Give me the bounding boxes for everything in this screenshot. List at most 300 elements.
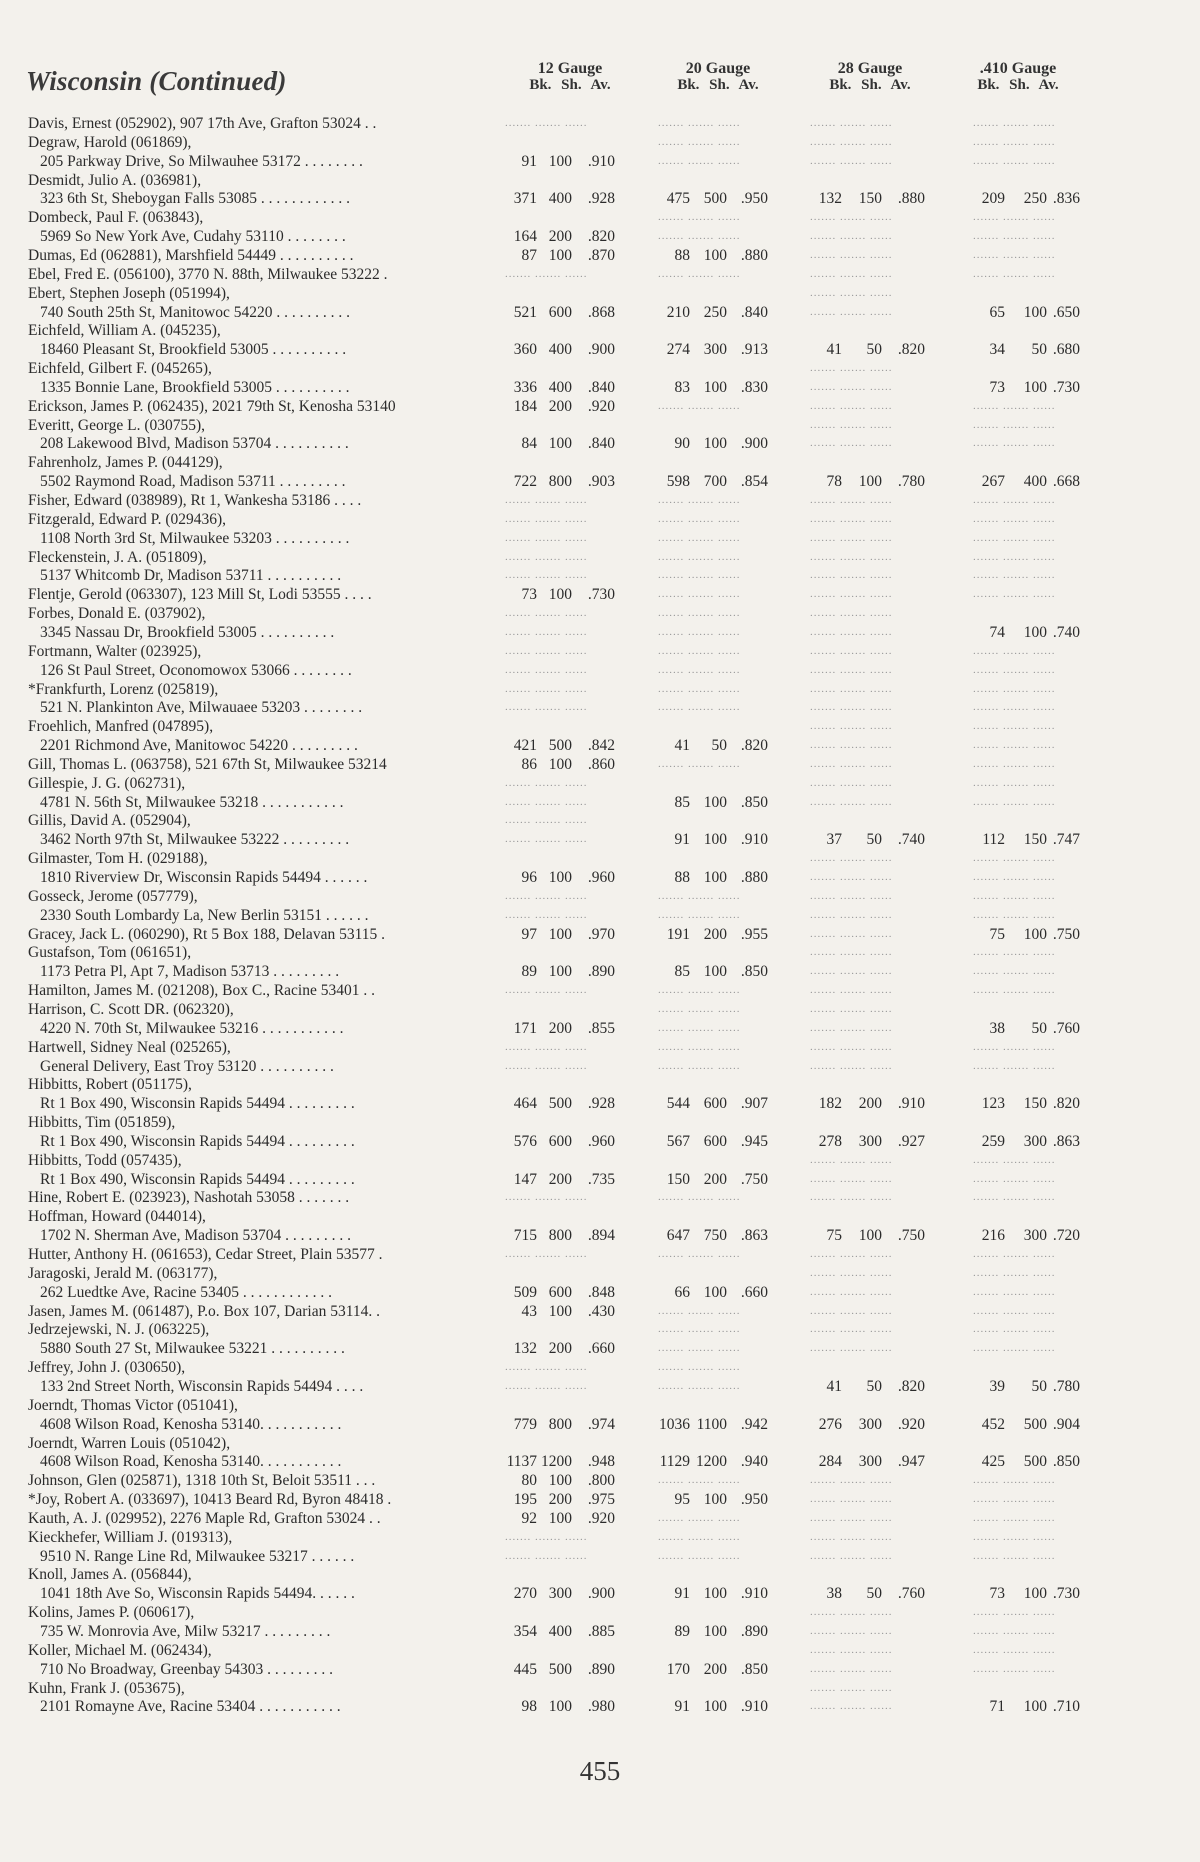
score-average: .820: [897, 1377, 925, 1395]
score-average: .950: [740, 1491, 768, 1509]
empty-cell-dots: ....... ....... ......: [810, 418, 893, 431]
empty-cell-dots: ....... ....... ......: [505, 908, 588, 921]
score-shot: 100: [548, 755, 572, 773]
entry-address-line: [0, 868, 1200, 887]
score-shot: 500: [1023, 1453, 1047, 1471]
score-shot: 100: [703, 831, 727, 849]
entry-name-line: [0, 359, 1200, 378]
empty-cell-dots: ....... ....... ......: [973, 1474, 1056, 1487]
score-average: .680: [1052, 341, 1080, 359]
empty-cell-dots: ....... ....... ......: [810, 1304, 893, 1317]
empty-cell-dots: ....... ....... ......: [810, 1040, 893, 1053]
empty-cell-dots: ....... ....... ......: [658, 494, 741, 506]
score-broken: 182: [818, 1095, 842, 1113]
entry-address: 5502 Raymond Road, Madison 53711 . . . . . . . . .: [40, 473, 346, 491]
empty-cell-dots: ....... ....... ......: [973, 1285, 1056, 1298]
entry-name: Gill, Thomas L. (063758), 521 67th St, Milwaukee 53214: [28, 755, 387, 773]
entry-name: Jaragoski, Jerald M. (063177),: [28, 1264, 218, 1282]
score-broken: 74: [989, 623, 1005, 641]
empty-cell-dots: ....... ....... ......: [973, 550, 1056, 563]
entry-name: Hamilton, James M. (021208), Box C., Racine 53401 . .: [28, 982, 375, 1000]
score-broken: 75: [989, 925, 1005, 943]
entry-name: Fitzgerald, Edward P. (029436),: [28, 510, 227, 528]
empty-cell-dots: ....... ....... ......: [810, 889, 893, 902]
empty-cell-dots: ....... ....... ......: [810, 701, 893, 714]
entry-address: 2330 South Lombardy La, New Berlin 53151 . . . . . .: [40, 906, 369, 924]
score-average: .740: [1052, 623, 1080, 641]
entry-address-line: [0, 1019, 1200, 1038]
entry-name-line: [0, 1038, 1200, 1057]
empty-cell-dots: ....... ....... ......: [505, 984, 588, 997]
entry-address: 5137 Whitcomb Dr, Madison 53711 . . . . . . . . . .: [40, 567, 342, 585]
score-average: .880: [740, 246, 768, 264]
entry-address: 1041 18th Ave So, Wisconsin Rapids 54494. . . . . .: [40, 1585, 355, 1603]
entry-address-line: [0, 623, 1200, 642]
score-average: .850: [1052, 1453, 1080, 1471]
score-broken: 41: [826, 341, 842, 359]
score-shot: 500: [548, 1660, 572, 1678]
empty-cell-dots: ....... ....... ......: [973, 1248, 1056, 1260]
entry-address: 126 St Paul Street, Oconomowox 53066 . . . . . . . .: [40, 661, 352, 679]
empty-cell-dots: ....... ....... ......: [658, 211, 741, 224]
entry-name-line: [0, 548, 1200, 567]
entry-address: 1108 North 3rd St, Milwaukee 53203 . . . . . . . . . .: [40, 529, 350, 547]
entry-address: 5969 So New York Ave, Cudahy 53110 . . . . . . . .: [40, 228, 346, 246]
score-broken: 84: [521, 435, 537, 453]
entry-address: 4220 N. 70th St, Milwaukee 53216 . . . . . . . . . . .: [40, 1019, 344, 1037]
empty-cell-dots: ....... ....... ......: [810, 1549, 893, 1562]
empty-cell-dots: ....... ....... ......: [810, 1511, 893, 1524]
entry-name: Eichfeld, William A. (045235),: [28, 322, 221, 340]
empty-cell-dots: ....... ....... ......: [810, 1606, 893, 1619]
empty-cell-dots: ....... ....... ......: [505, 644, 588, 657]
score-broken: 722: [513, 473, 537, 491]
empty-cell-dots: ....... ....... ......: [810, 211, 893, 224]
entry-name-line: [0, 246, 1200, 265]
entry-name: Dumas, Ed (062881), Marshfield 54449 . . . . . . . . . .: [28, 246, 354, 264]
empty-cell-dots: ....... ....... ......: [973, 569, 1056, 582]
entry-name-line: [0, 171, 1200, 190]
empty-cell-dots: ....... ....... ......: [973, 1625, 1056, 1637]
score-shot: 600: [548, 1283, 572, 1301]
score-shot: 500: [1023, 1415, 1047, 1433]
empty-cell-dots: ....... ....... ......: [505, 1191, 588, 1204]
empty-cell-dots: ....... ....... ......: [505, 1361, 588, 1374]
score-shot: 600: [548, 1132, 572, 1150]
score-shot: 100: [703, 1491, 727, 1509]
entry-name: Gillespie, J. G. (062731),: [28, 774, 186, 792]
entry-name-line: [0, 1188, 1200, 1207]
entry-name-line: [0, 1075, 1200, 1094]
score-broken: 171: [513, 1019, 537, 1037]
empty-cell-dots: ....... ....... ......: [505, 701, 588, 714]
entry-name: Hoffman, Howard (044014),: [28, 1208, 206, 1226]
score-broken: 354: [513, 1623, 537, 1640]
empty-cell-dots: ....... ....... ......: [973, 946, 1056, 959]
empty-cell-dots: ....... ....... ......: [810, 946, 893, 959]
score-broken: 267: [981, 473, 1005, 491]
entry-name: Kuhn, Frank J. (053675),: [28, 1679, 185, 1697]
empty-cell-dots: ....... ....... ......: [658, 1323, 741, 1336]
entry-name: Kieckhefer, William J. (019313),: [28, 1528, 233, 1546]
empty-cell-dots: ....... ....... ......: [658, 1002, 741, 1015]
empty-cell-dots: ....... ....... ......: [973, 399, 1056, 412]
score-shot: 250: [1023, 190, 1047, 208]
entry-name: Kolins, James P. (060617),: [28, 1604, 195, 1622]
empty-cell-dots: ....... ....... ......: [810, 550, 893, 563]
entry-name: Jedrzejewski, N. J. (063225),: [28, 1321, 210, 1339]
gauge-label: 28 Gauge: [837, 60, 903, 77]
entry-address-line: [0, 1094, 1200, 1113]
entry-name: Hine, Robert E. (023923), Nashotah 53058 . . . . . . .: [28, 1189, 350, 1207]
entry-address: 3462 North 97th St, Milwaukee 53222 . . . . . . . . .: [40, 831, 350, 849]
score-broken: 112: [982, 831, 1005, 849]
empty-cell-dots: ....... ....... ......: [505, 267, 588, 280]
entry-name-line: [0, 1151, 1200, 1170]
empty-cell-dots: ....... ....... ......: [973, 663, 1056, 676]
entry-name-line: [0, 1490, 1200, 1509]
empty-cell-dots: ....... ....... ......: [658, 1040, 741, 1053]
score-broken: 284: [818, 1453, 842, 1471]
score-shot: 50: [866, 1585, 882, 1603]
entry-address: Rt 1 Box 490, Wisconsin Rapids 54494 . . . . . . . . .: [40, 1170, 355, 1188]
entry-address: 1173 Petra Pl, Apt 7, Madison 53713 . . . . . . . . .: [40, 963, 340, 981]
score-average: .860: [587, 755, 615, 773]
entry-name: Joerndt, Thomas Victor (051041),: [28, 1396, 238, 1414]
entry-name-line: [0, 755, 1200, 774]
entry-name-line: [0, 416, 1200, 435]
score-broken: 86: [521, 755, 537, 773]
entry-address: 323 6th St, Sheboygan Falls 53085 . . . . . . . . . . . .: [40, 190, 351, 208]
score-average: .863: [1052, 1132, 1080, 1150]
empty-cell-dots: ....... ....... ......: [810, 531, 893, 544]
empty-cell-dots: ....... ....... ......: [973, 720, 1056, 733]
entry-address: 735 W. Monrovia Ave, Milw 53217 . . . . . . . . .: [40, 1623, 331, 1640]
empty-cell-dots: ....... ....... ......: [658, 1342, 741, 1355]
score-average: .920: [587, 1509, 615, 1527]
score-average: .750: [1052, 925, 1080, 943]
entry-name: Hibbitts, Robert (051175),: [28, 1076, 192, 1094]
score-average: .960: [587, 869, 615, 886]
score-shot: 100: [1023, 1698, 1047, 1716]
score-broken: 509: [513, 1283, 537, 1301]
entry-name: Knoll, James A. (056844),: [28, 1566, 192, 1584]
score-shot: 200: [548, 1019, 572, 1037]
score-average: .848: [587, 1283, 615, 1301]
empty-cell-dots: ....... ....... ......: [973, 1304, 1056, 1317]
entry-name-line: [0, 1358, 1200, 1377]
score-broken: 41: [826, 1377, 842, 1395]
empty-cell-dots: ....... ....... ......: [658, 607, 741, 620]
entry-address-line: [0, 1547, 1200, 1566]
entry-name-line: [0, 1207, 1200, 1226]
score-broken: 216: [981, 1227, 1005, 1245]
score-broken: 71: [989, 1698, 1005, 1716]
score-broken: 576: [513, 1132, 537, 1150]
entry-address: Rt 1 Box 490, Wisconsin Rapids 54494 . . . . . . . . .: [40, 1095, 355, 1113]
entry-name-line: [0, 680, 1200, 699]
entry-name-line: [0, 1528, 1200, 1547]
score-shot: 50: [1031, 341, 1047, 359]
entry-name-line: [0, 1245, 1200, 1264]
empty-cell-dots: ....... ....... ......: [658, 1474, 741, 1487]
entry-address-line: [0, 1415, 1200, 1434]
empty-cell-dots: ....... ....... ......: [658, 1379, 741, 1392]
empty-cell-dots: ....... ....... ......: [505, 889, 588, 902]
score-shot: 100: [548, 963, 572, 981]
entry-name: Kauth, A. J. (029952), 2276 Maple Rd, Grafton 53024 . .: [28, 1509, 381, 1527]
entry-address: 2201 Richmond Ave, Manitowoc 54220 . . . . . . . . .: [40, 737, 358, 755]
score-shot: 1100: [696, 1415, 727, 1433]
score-broken: 270: [513, 1585, 537, 1603]
score-broken: 184: [513, 397, 537, 415]
score-shot: 800: [548, 1227, 572, 1245]
empty-cell-dots: ....... ....... ......: [810, 1493, 893, 1506]
score-shot: 150: [858, 190, 882, 208]
entry-address-line: [0, 962, 1200, 981]
gauge-subheader: Bk. Sh. Av.: [677, 77, 759, 93]
entry-name-line: [0, 1603, 1200, 1622]
empty-cell-dots: ....... ....... ......: [505, 494, 588, 506]
entry-name: Flentje, Gerold (063307), 123 Mill St, Lodi 53555 . . . .: [28, 586, 372, 604]
empty-cell-dots: ....... ....... ......: [505, 1059, 588, 1072]
score-average: .900: [587, 1585, 615, 1603]
score-shot: 100: [703, 793, 727, 811]
score-broken: 75: [826, 1227, 842, 1245]
entry-name: Koller, Michael M. (062434),: [28, 1641, 212, 1659]
empty-cell-dots: ....... ....... ......: [505, 682, 588, 695]
score-broken: 73: [989, 378, 1005, 396]
empty-cell-dots: ....... ....... ......: [973, 682, 1056, 695]
score-average: .660: [740, 1283, 768, 1301]
score-broken: 96: [521, 869, 537, 886]
empty-cell-dots: ....... ....... ......: [810, 1285, 893, 1298]
score-broken: 336: [513, 378, 537, 396]
empty-cell-dots: ....... ....... ......: [658, 984, 741, 997]
empty-cell-dots: ....... ....... ......: [658, 625, 741, 638]
empty-cell-dots: ....... ....... ......: [973, 588, 1056, 601]
score-shot: 200: [548, 1170, 572, 1188]
score-shot: 400: [1023, 473, 1047, 491]
score-average: .820: [740, 737, 768, 755]
score-shot: 200: [703, 1170, 727, 1188]
score-average: .740: [897, 831, 925, 849]
entry-name-line: [0, 604, 1200, 623]
score-shot: 600: [703, 1132, 727, 1150]
score-broken: 78: [826, 473, 842, 491]
score-average: .863: [740, 1227, 768, 1245]
entry-name: Hutter, Anthony H. (061653), Cedar Street, Plain 53577 .: [28, 1246, 383, 1263]
empty-cell-dots: ....... ....... ......: [658, 1191, 741, 1204]
score-average: .913: [740, 341, 768, 359]
score-broken: 38: [826, 1585, 842, 1603]
empty-cell-dots: ....... ....... ......: [810, 494, 893, 506]
entry-name: Fahrenholz, James P. (044129),: [28, 454, 223, 472]
empty-cell-dots: ....... ....... ......: [505, 512, 588, 525]
score-average: .910: [897, 1095, 925, 1113]
entry-address-line: [0, 529, 1200, 548]
score-average: .910: [740, 831, 768, 849]
entry-address-line: [0, 1339, 1200, 1358]
entry-name-line: [0, 1264, 1200, 1283]
empty-cell-dots: ....... ....... ......: [973, 871, 1056, 883]
score-broken: 88: [674, 869, 690, 886]
entry-name-line: [0, 585, 1200, 604]
empty-cell-dots: ....... ....... ......: [658, 550, 741, 563]
score-shot: 600: [548, 303, 572, 321]
score-average: .750: [897, 1227, 925, 1245]
score-broken: 98: [521, 1698, 537, 1716]
empty-cell-dots: ....... ....... ......: [810, 1021, 893, 1034]
entry-address-line: [0, 736, 1200, 755]
entry-name-line: [0, 491, 1200, 510]
empty-cell-dots: ....... ....... ......: [505, 663, 588, 676]
score-average: .720: [1052, 1227, 1080, 1245]
empty-cell-dots: ....... ....... ......: [810, 984, 893, 997]
empty-cell-dots: ....... ....... ......: [973, 437, 1056, 450]
empty-cell-dots: ....... ....... ......: [810, 644, 893, 657]
empty-cell-dots: ....... ....... ......: [505, 117, 588, 129]
score-average: .920: [897, 1415, 925, 1433]
empty-cell-dots: ....... ....... ......: [810, 1266, 893, 1279]
score-average: .904: [1052, 1415, 1080, 1433]
score-average: .910: [740, 1585, 768, 1603]
empty-cell-dots: ....... ....... ......: [810, 1248, 893, 1260]
empty-cell-dots: ....... ....... ......: [810, 927, 893, 940]
score-shot: 100: [703, 435, 727, 453]
score-shot: 50: [711, 737, 727, 755]
score-broken: 452: [981, 1415, 1005, 1433]
score-shot: 400: [548, 378, 572, 396]
score-average: .940: [740, 1453, 768, 1471]
empty-cell-dots: ....... ....... ......: [973, 494, 1056, 506]
empty-cell-dots: ....... ....... ......: [810, 1059, 893, 1072]
score-shot: 300: [1023, 1227, 1047, 1245]
score-average: .836: [1052, 190, 1080, 208]
entry-name: Fisher, Edward (038989), Rt 1, Wankesha 53186 . . . .: [28, 492, 362, 509]
score-shot: 300: [858, 1132, 882, 1150]
entry-name: Dombeck, Paul F. (063843),: [28, 209, 204, 227]
empty-cell-dots: ....... ....... ......: [973, 889, 1056, 902]
score-shot: 100: [1023, 623, 1047, 641]
score-shot: 100: [703, 246, 727, 264]
empty-cell-dots: ....... ....... ......: [810, 871, 893, 883]
entry-address: 710 No Broadway, Greenbay 54303 . . . . . . . . .: [40, 1660, 334, 1678]
score-shot: 300: [1023, 1132, 1047, 1150]
empty-cell-dots: ....... ....... ......: [973, 739, 1056, 752]
entry-name-line: [0, 284, 1200, 303]
entry-name-line: [0, 1471, 1200, 1490]
empty-cell-dots: ....... ....... ......: [810, 1342, 893, 1355]
entry-name-line: [0, 642, 1200, 661]
empty-cell-dots: ....... ....... ......: [810, 1681, 893, 1694]
score-average: .880: [740, 869, 768, 886]
entry-name: Forbes, Donald E. (037902),: [28, 605, 206, 623]
entry-name-line: [0, 321, 1200, 340]
score-average: .950: [740, 190, 768, 208]
entry-name: *Joy, Robert A. (033697), 10413 Beard Rd, Byron 48418 .: [28, 1491, 392, 1509]
score-broken: 521: [513, 303, 537, 321]
score-shot: 800: [548, 1415, 572, 1433]
entry-name: Everitt, George L. (030755),: [28, 416, 206, 434]
entry-name: Gustafson, Tom (061651),: [28, 944, 192, 962]
entry-name-line: [0, 208, 1200, 227]
empty-cell-dots: ....... ....... ......: [973, 418, 1056, 431]
empty-cell-dots: ....... ....... ......: [973, 1323, 1056, 1336]
score-average: .960: [587, 1132, 615, 1150]
entry-address: 4608 Wilson Road, Kenosha 53140. . . . . . . . . . .: [40, 1415, 342, 1433]
empty-cell-dots: ....... ....... ......: [810, 1172, 893, 1185]
score-average: .900: [740, 435, 768, 453]
gauge-label: 20 Gauge: [685, 60, 751, 77]
entry-name-line: [0, 981, 1200, 1000]
empty-cell-dots: ....... ....... ......: [658, 399, 741, 412]
empty-cell-dots: ....... ....... ......: [810, 852, 893, 865]
score-broken: 73: [989, 1585, 1005, 1603]
empty-cell-dots: ....... ....... ......: [973, 1342, 1056, 1355]
empty-cell-dots: ....... ....... ......: [505, 1379, 588, 1392]
empty-cell-dots: ....... ....... ......: [810, 305, 893, 318]
empty-cell-dots: ....... ....... ......: [810, 682, 893, 695]
entry-name: Desmidt, Julio A. (036981),: [28, 171, 202, 189]
score-broken: 1129: [659, 1453, 690, 1471]
score-shot: 200: [548, 1340, 572, 1358]
gauge-subheader: Bk. Sh. Av.: [977, 77, 1059, 93]
entry-address-line: [0, 303, 1200, 322]
entry-address-line: [0, 227, 1200, 246]
score-broken: 83: [674, 378, 690, 396]
entry-address: 208 Lakewood Blvd, Madison 53704 . . . . . . . . . .: [40, 435, 349, 453]
score-average: .842: [587, 737, 615, 755]
score-broken: 278: [818, 1132, 842, 1150]
entry-name-line: [0, 510, 1200, 529]
empty-cell-dots: ....... ....... ......: [810, 739, 893, 752]
entry-address: 4608 Wilson Road, Kenosha 53140. . . . . . . . . . .: [40, 1453, 342, 1471]
score-shot: 100: [548, 435, 572, 453]
entry-address-line: [0, 793, 1200, 812]
score-average: .868: [587, 303, 615, 321]
empty-cell-dots: ....... ....... ......: [973, 1643, 1056, 1656]
score-average: .850: [740, 793, 768, 811]
entry-name: Johnson, Glen (025871), 1318 10th St, Beloit 53511 . . .: [28, 1472, 376, 1490]
entry-name-line: [0, 887, 1200, 906]
entry-name: Fortmann, Walter (023925),: [28, 642, 202, 660]
score-shot: 200: [703, 925, 727, 943]
entry-address-line: [0, 1584, 1200, 1603]
score-shot: 50: [866, 831, 882, 849]
score-average: .730: [1052, 1585, 1080, 1603]
empty-cell-dots: ....... ....... ......: [658, 531, 741, 544]
score-shot: 100: [548, 246, 572, 264]
entry-address: 521 N. Plankinton Ave, Milwauaee 53203 . . . . . . . .: [40, 699, 363, 717]
empty-cell-dots: ....... ....... ......: [973, 776, 1056, 789]
empty-cell-dots: ....... ....... ......: [658, 117, 741, 129]
entry-name: Davis, Ernest (052902), 907 17th Ave, Grafton 53024 . .: [28, 115, 377, 132]
empty-cell-dots: ....... ....... ......: [810, 607, 893, 620]
score-average: .854: [740, 473, 768, 491]
entry-name: Gillis, David A. (052904),: [28, 812, 191, 830]
score-shot: 100: [548, 925, 572, 943]
empty-cell-dots: ....... ....... ......: [810, 720, 893, 733]
empty-cell-dots: ....... ....... ......: [973, 644, 1056, 657]
entry-name: Jasen, James M. (061487), P.o. Box 107, Darian 53114. .: [28, 1302, 381, 1320]
gauge-subheader: Bk. Sh. Av.: [829, 77, 911, 93]
score-broken: 85: [674, 963, 690, 981]
score-average: .903: [587, 473, 615, 491]
score-average: .830: [740, 378, 768, 396]
score-broken: 425: [981, 1453, 1005, 1471]
page-title: Wisconsin (Continued): [26, 66, 287, 96]
